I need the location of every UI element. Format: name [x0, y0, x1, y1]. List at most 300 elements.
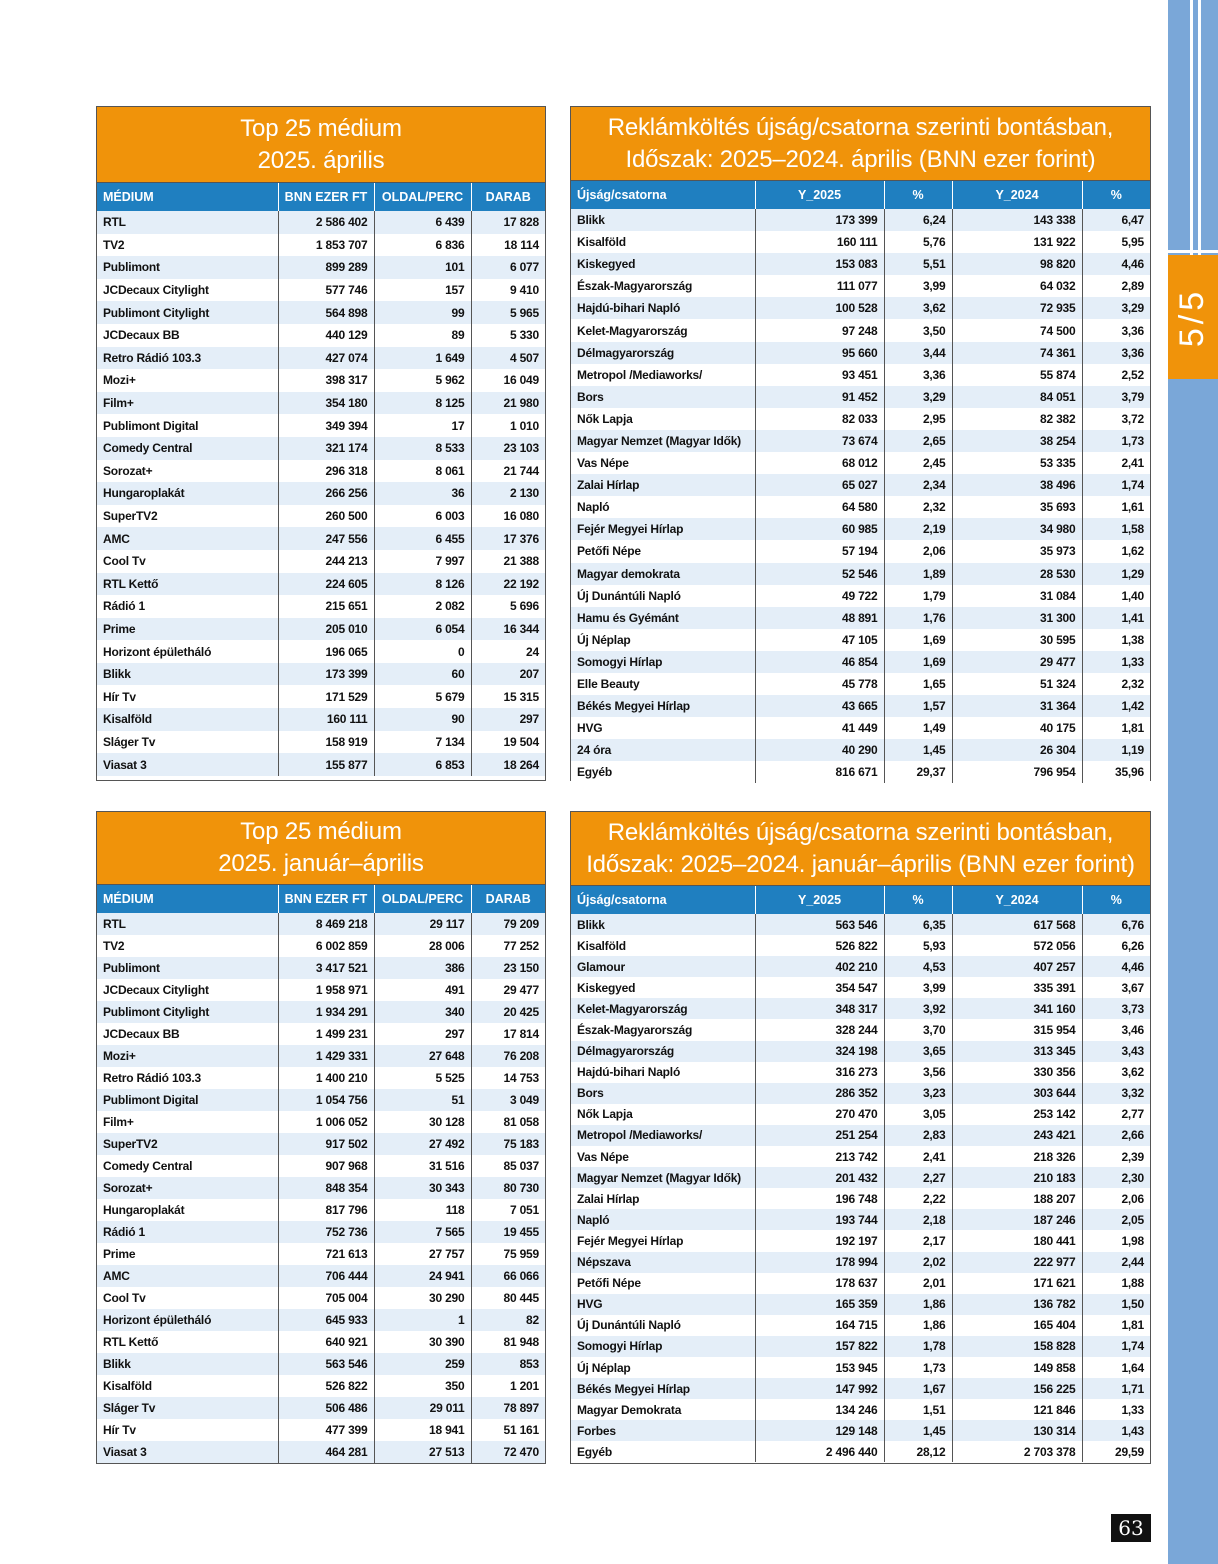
cell-value: 5,95 — [1082, 231, 1150, 253]
cell-value: 2 496 440 — [755, 1441, 884, 1462]
table-row — [97, 1023, 545, 1045]
table-row — [97, 550, 545, 573]
cell-value: 55 874 — [952, 364, 1082, 386]
table-row — [571, 253, 1150, 275]
sidebar-stripe — [1190, 0, 1193, 255]
table-row — [97, 347, 545, 370]
cell-value: 3,36 — [1082, 342, 1150, 364]
cell-value: 164 715 — [755, 1315, 884, 1336]
cell-value: 74 361 — [952, 342, 1082, 364]
cell-value: 27 648 — [374, 1045, 471, 1067]
cell-value: 3,62 — [1082, 1062, 1150, 1083]
cell-value: 80 445 — [471, 1287, 545, 1309]
cell-value: 6 455 — [374, 527, 471, 550]
row-label: Petőfi Népe — [571, 1273, 755, 1294]
cell-value: 91 452 — [755, 386, 884, 408]
cell-value: 14 753 — [471, 1067, 545, 1089]
column-header: % — [1082, 886, 1150, 914]
cell-value: 8 469 218 — [278, 913, 374, 935]
table-row — [571, 673, 1150, 695]
cell-value: 171 621 — [952, 1273, 1082, 1294]
table-row — [571, 1357, 1150, 1378]
cell-value: 2,41 — [1082, 452, 1150, 474]
cell-value: 330 356 — [952, 1062, 1082, 1083]
cell-value: 270 470 — [755, 1104, 884, 1125]
cell-value: 251 254 — [755, 1125, 884, 1146]
cell-value: 57 194 — [755, 540, 884, 562]
cell-value: 3 049 — [471, 1089, 545, 1111]
row-label: Cool Tv — [97, 550, 278, 573]
column-header: Y_2024 — [952, 886, 1082, 914]
cell-value: 77 252 — [471, 935, 545, 957]
cell-value: 266 256 — [278, 482, 374, 505]
cell-value: 75 959 — [471, 1243, 545, 1265]
cell-value: 260 500 — [278, 505, 374, 528]
table-row — [97, 1419, 545, 1441]
cell-value: 244 213 — [278, 550, 374, 573]
cell-value: 158 828 — [952, 1336, 1082, 1357]
cell-value: 506 486 — [278, 1397, 374, 1419]
table-row — [571, 342, 1150, 364]
column-header: BNN EZER FT — [278, 183, 374, 211]
table-row — [97, 640, 545, 663]
table-row — [97, 279, 545, 302]
cell-value: 80 730 — [471, 1177, 545, 1199]
cell-value: 158 919 — [278, 731, 374, 754]
cell-value: 60 985 — [755, 518, 884, 540]
cell-value: 1,73 — [884, 1357, 952, 1378]
cell-value: 1,79 — [884, 585, 952, 607]
cell-value: 1,74 — [1082, 474, 1150, 496]
row-label: Comedy Central — [97, 437, 278, 460]
cell-value: 1 934 291 — [278, 1001, 374, 1023]
cell-value: 2,41 — [884, 1146, 952, 1167]
cell-value: 899 289 — [278, 256, 374, 279]
row-label: Publimont Citylight — [97, 1001, 278, 1023]
table-row — [571, 629, 1150, 651]
cell-value: 79 209 — [471, 913, 545, 935]
cell-value: 23 150 — [471, 957, 545, 979]
cell-value: 354 547 — [755, 977, 884, 998]
table-row — [97, 324, 545, 347]
cell-value: 224 605 — [278, 573, 374, 596]
cell-value: 297 — [471, 708, 545, 731]
row-label: Népszava — [571, 1252, 755, 1273]
table-row — [571, 540, 1150, 562]
cell-value: 40 290 — [755, 739, 884, 761]
cell-value: 17 — [374, 414, 471, 437]
table-row — [97, 392, 545, 415]
row-label: Publimont Digital — [97, 1089, 278, 1111]
cell-value: 3,79 — [1082, 386, 1150, 408]
table-row — [571, 452, 1150, 474]
cell-value: 316 273 — [755, 1062, 884, 1083]
table-row — [571, 651, 1150, 673]
cell-value: 3,73 — [1082, 998, 1150, 1019]
table-row — [97, 708, 545, 731]
row-label: RTL — [97, 913, 278, 935]
row-label: JCDecaux BB — [97, 1023, 278, 1045]
cell-value: 6,26 — [1082, 935, 1150, 956]
table-row — [571, 1336, 1150, 1357]
cell-value: 31 300 — [952, 607, 1082, 629]
cell-value: 3,36 — [1082, 319, 1150, 341]
cell-value: 5 679 — [374, 685, 471, 708]
table-row — [571, 518, 1150, 540]
cell-value: 26 304 — [952, 739, 1082, 761]
table-row — [571, 209, 1150, 231]
column-header: Újság/csatorna — [571, 886, 755, 914]
cell-value: 64 580 — [755, 496, 884, 518]
table-row — [571, 1441, 1150, 1462]
row-label: TV2 — [97, 935, 278, 957]
table-row — [97, 935, 545, 957]
header-row — [97, 183, 545, 211]
cell-value: 1,86 — [884, 1315, 952, 1336]
cell-value: 3,23 — [884, 1083, 952, 1104]
table-row — [97, 1375, 545, 1397]
row-label: Sorozat+ — [97, 460, 278, 483]
cell-value: 3,56 — [884, 1062, 952, 1083]
table-row — [571, 1062, 1150, 1083]
cell-value: 28 530 — [952, 563, 1082, 585]
cell-value: 2,52 — [1082, 364, 1150, 386]
cell-value: 38 254 — [952, 430, 1082, 452]
row-label: Délmagyarország — [571, 342, 755, 364]
table-row — [97, 1199, 545, 1221]
cell-value: 1,69 — [884, 651, 952, 673]
cell-value: 4,46 — [1082, 253, 1150, 275]
table-row — [97, 957, 545, 979]
cell-value: 6 853 — [374, 753, 471, 776]
table-row — [97, 1397, 545, 1419]
table-row — [97, 753, 545, 776]
row-label: Bors — [571, 386, 755, 408]
table-row — [571, 1083, 1150, 1104]
cell-value: 1 006 052 — [278, 1111, 374, 1133]
table-row — [97, 211, 545, 234]
table-row — [97, 1441, 545, 1463]
cell-value: 17 814 — [471, 1023, 545, 1045]
cell-value: 2,05 — [1082, 1209, 1150, 1230]
cell-value: 572 056 — [952, 935, 1082, 956]
cell-value: 7 997 — [374, 550, 471, 573]
table-row — [97, 1089, 545, 1111]
table-row — [97, 460, 545, 483]
table-row — [571, 1273, 1150, 1294]
cell-value: 2 082 — [374, 595, 471, 618]
cell-value: 1,33 — [1082, 1399, 1150, 1420]
table-row — [571, 914, 1150, 935]
table-row — [571, 717, 1150, 739]
cell-value: 201 432 — [755, 1167, 884, 1188]
table-title — [97, 812, 545, 885]
row-label: Nők Lapja — [571, 408, 755, 430]
cell-value: 3,72 — [1082, 408, 1150, 430]
cell-value: 2,02 — [884, 1252, 952, 1273]
table-row — [97, 1133, 545, 1155]
cell-value: 6 054 — [374, 618, 471, 641]
cell-value: 645 933 — [278, 1309, 374, 1331]
row-label: Hír Tv — [97, 685, 278, 708]
data-table — [571, 886, 1150, 1462]
cell-value: 22 192 — [471, 573, 545, 596]
cell-value: 5,76 — [884, 231, 952, 253]
cell-value: 1 — [374, 1309, 471, 1331]
table-row — [97, 437, 545, 460]
cell-value: 1,86 — [884, 1294, 952, 1315]
cell-value: 35 693 — [952, 496, 1082, 518]
table-row — [97, 1045, 545, 1067]
table-row — [571, 1420, 1150, 1441]
cell-value: 173 399 — [278, 663, 374, 686]
cell-value: 407 257 — [952, 956, 1082, 977]
cell-value: 4 507 — [471, 347, 545, 370]
cell-value: 1,61 — [1082, 496, 1150, 518]
row-label: Magyar demokrata — [571, 563, 755, 585]
table-row — [97, 1331, 545, 1353]
table-row — [571, 297, 1150, 319]
title-line-2: Időszak: 2025–2024. április (BNN ezer forint) — [625, 145, 1096, 173]
cell-value: 48 891 — [755, 607, 884, 629]
row-label: Hajdú-bihari Napló — [571, 1062, 755, 1083]
cell-value: 1,38 — [1082, 629, 1150, 651]
table-row — [571, 607, 1150, 629]
cell-value: 68 012 — [755, 452, 884, 474]
table-row — [571, 1167, 1150, 1188]
cell-value: 29,59 — [1082, 1441, 1150, 1462]
cell-value: 705 004 — [278, 1287, 374, 1309]
row-label: Magyar Demokrata — [571, 1399, 755, 1420]
cell-value: 3,99 — [884, 275, 952, 297]
cell-value: 8 126 — [374, 573, 471, 596]
cell-value: 29 011 — [374, 1397, 471, 1419]
row-label: RTL Kettő — [97, 1331, 278, 1353]
row-label: Vas Népe — [571, 1146, 755, 1167]
cell-value: 23 103 — [471, 437, 545, 460]
row-label: Sorozat+ — [97, 1177, 278, 1199]
table-row — [97, 913, 545, 935]
cell-value: 1,89 — [884, 563, 952, 585]
table-row — [97, 256, 545, 279]
table-row — [571, 998, 1150, 1019]
cell-value: 196 748 — [755, 1188, 884, 1209]
row-label: Publimont Citylight — [97, 301, 278, 324]
table-row — [571, 275, 1150, 297]
table-row — [97, 482, 545, 505]
title-line-2: Időszak: 2025–2024. január–április (BNN ezer forint) — [586, 850, 1135, 878]
cell-value: 19 504 — [471, 731, 545, 754]
cell-value: 155 877 — [278, 753, 374, 776]
table-row — [97, 369, 545, 392]
cell-value: 1,19 — [1082, 739, 1150, 761]
table-row — [571, 1315, 1150, 1336]
title-line-2: 2025. január–április — [218, 850, 424, 877]
top25-april-table — [96, 106, 546, 781]
cell-value: 100 528 — [755, 297, 884, 319]
cell-value: 17 828 — [471, 211, 545, 234]
row-label: Kelet-Magyarország — [571, 998, 755, 1019]
cell-value: 6 077 — [471, 256, 545, 279]
cell-value: 1,69 — [884, 629, 952, 651]
cell-value: 1 853 707 — [278, 234, 374, 257]
cell-value: 51 324 — [952, 673, 1082, 695]
table-row — [97, 1353, 545, 1375]
cell-value: 49 722 — [755, 585, 884, 607]
row-label: Hajdú-bihari Napló — [571, 297, 755, 319]
cell-value: 81 058 — [471, 1111, 545, 1133]
row-label: Publimont — [97, 256, 278, 279]
cell-value: 28,12 — [884, 1441, 952, 1462]
cell-value: 215 651 — [278, 595, 374, 618]
cell-value: 2,95 — [884, 408, 952, 430]
cell-value: 1,42 — [1082, 695, 1150, 717]
cell-value: 130 314 — [952, 1420, 1082, 1441]
row-label: Horizont épületháló — [97, 1309, 278, 1331]
cell-value: 213 742 — [755, 1146, 884, 1167]
cell-value: 5 962 — [374, 369, 471, 392]
table-row — [571, 496, 1150, 518]
cell-value: 24 941 — [374, 1265, 471, 1287]
cell-value: 34 980 — [952, 518, 1082, 540]
table-row — [571, 977, 1150, 998]
table-row — [571, 1209, 1150, 1230]
cell-value: 165 359 — [755, 1294, 884, 1315]
cell-value: 157 — [374, 279, 471, 302]
cell-value: 324 198 — [755, 1041, 884, 1062]
cell-value: 3,29 — [884, 386, 952, 408]
column-header: OLDAL/PERC — [374, 885, 471, 913]
ad-spend-jan-apr-table — [570, 811, 1151, 1464]
cell-value: 3,70 — [884, 1019, 952, 1040]
cell-value: 30 343 — [374, 1177, 471, 1199]
cell-value: 35 973 — [952, 540, 1082, 562]
cell-value: 477 399 — [278, 1419, 374, 1441]
column-header: DARAB — [471, 885, 545, 913]
row-label: Glamour — [571, 956, 755, 977]
cell-value: 296 318 — [278, 460, 374, 483]
row-label: Blikk — [571, 914, 755, 935]
cell-value: 64 032 — [952, 275, 1082, 297]
cell-value: 173 399 — [755, 209, 884, 231]
cell-value: 5 965 — [471, 301, 545, 324]
cell-value: 18 941 — [374, 1419, 471, 1441]
table-row — [571, 695, 1150, 717]
row-label: Új Dunántúli Napló — [571, 585, 755, 607]
cell-value: 563 546 — [278, 1353, 374, 1375]
cell-value: 1,45 — [884, 1420, 952, 1441]
cell-value: 147 992 — [755, 1378, 884, 1399]
column-header: % — [884, 181, 952, 209]
table-row — [571, 1125, 1150, 1146]
table-title — [571, 812, 1150, 886]
cell-value: 31 364 — [952, 695, 1082, 717]
cell-value: 706 444 — [278, 1265, 374, 1287]
cell-value: 7 134 — [374, 731, 471, 754]
cell-value: 35,96 — [1082, 761, 1150, 783]
row-label: Kisalföld — [571, 231, 755, 253]
cell-value: 0 — [374, 640, 471, 663]
cell-value: 5,93 — [884, 935, 952, 956]
row-label: RTL — [97, 211, 278, 234]
cell-value: 2,27 — [884, 1167, 952, 1188]
table-row — [571, 1188, 1150, 1209]
cell-value: 27 492 — [374, 1133, 471, 1155]
cell-value: 118 — [374, 1199, 471, 1221]
cell-value: 2,01 — [884, 1273, 952, 1294]
cell-value: 3,36 — [884, 364, 952, 386]
cell-value: 78 897 — [471, 1397, 545, 1419]
cell-value: 149 858 — [952, 1357, 1082, 1378]
table-row — [97, 573, 545, 596]
header-row — [571, 181, 1150, 209]
cell-value: 907 968 — [278, 1155, 374, 1177]
row-label: Rádió 1 — [97, 1221, 278, 1243]
cell-value: 3,67 — [1082, 977, 1150, 998]
cell-value: 1 201 — [471, 1375, 545, 1397]
cell-value: 5,51 — [884, 253, 952, 275]
cell-value: 47 105 — [755, 629, 884, 651]
cell-value: 286 352 — [755, 1083, 884, 1104]
table-row — [97, 1001, 545, 1023]
cell-value: 3,65 — [884, 1041, 952, 1062]
cell-value: 349 394 — [278, 414, 374, 437]
cell-value: 143 338 — [952, 209, 1082, 231]
cell-value: 1 649 — [374, 347, 471, 370]
table-row — [571, 935, 1150, 956]
row-label: Mozi+ — [97, 1045, 278, 1067]
table-row — [97, 1155, 545, 1177]
row-label: Fejér Megyei Hírlap — [571, 518, 755, 540]
cell-value: 315 954 — [952, 1019, 1082, 1040]
table-row — [97, 731, 545, 754]
cell-value: 1,40 — [1082, 585, 1150, 607]
table-row — [571, 585, 1150, 607]
cell-value: 8 533 — [374, 437, 471, 460]
table-row — [97, 505, 545, 528]
cell-value: 29 477 — [471, 979, 545, 1001]
table-row — [97, 979, 545, 1001]
cell-value: 205 010 — [278, 618, 374, 641]
cell-value: 157 822 — [755, 1336, 884, 1357]
table-row — [97, 618, 545, 641]
cell-value: 7 565 — [374, 1221, 471, 1243]
cell-value: 427 074 — [278, 347, 374, 370]
cell-value: 178 637 — [755, 1273, 884, 1294]
table-row — [97, 595, 545, 618]
cell-value: 16 049 — [471, 369, 545, 392]
table-row — [97, 301, 545, 324]
cell-value: 350 — [374, 1375, 471, 1397]
cell-value: 46 854 — [755, 651, 884, 673]
row-label: HVG — [571, 717, 755, 739]
table-row — [97, 1111, 545, 1133]
cell-value: 1,33 — [1082, 651, 1150, 673]
cell-value: 817 796 — [278, 1199, 374, 1221]
cell-value: 3,46 — [1082, 1019, 1150, 1040]
cell-value: 1 958 971 — [278, 979, 374, 1001]
cell-value: 402 210 — [755, 956, 884, 977]
table-row — [571, 1399, 1150, 1420]
cell-value: 76 208 — [471, 1045, 545, 1067]
column-header: Y_2024 — [952, 181, 1082, 209]
cell-value: 1,76 — [884, 607, 952, 629]
table-row — [97, 1243, 545, 1265]
column-header: Újság/csatorna — [571, 181, 755, 209]
cell-value: 2,17 — [884, 1230, 952, 1251]
cell-value: 180 441 — [952, 1230, 1082, 1251]
table-row — [97, 1067, 545, 1089]
